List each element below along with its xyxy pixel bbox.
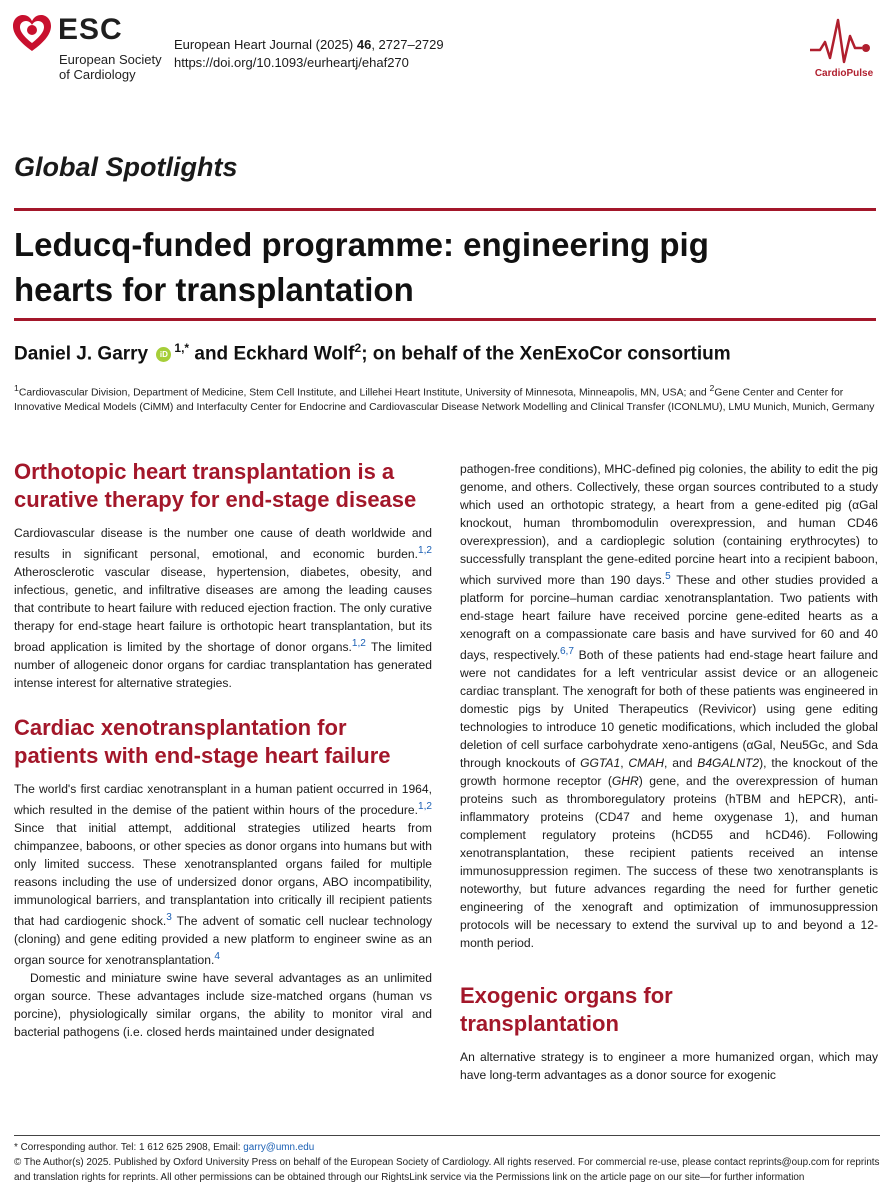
p2-text-c: The advent of somatic cell nuclear technology (cloning) and gene editing provided a new platform to engineer swine as an organ source for xenotransplantation. <box>14 914 433 968</box>
affiliations <box>14 381 876 415</box>
r1-text-d: ), the knockout of the growth hormone receptor ( <box>460 756 878 789</box>
p1-text-c: The limited number of allogeneic donor organs for cardiac transplantation has generated intense interest for alternative strategies. <box>14 640 432 691</box>
spacer <box>460 952 878 982</box>
corresponding-text: * Corresponding author. Tel: 1 612 625 2908, Email: <box>14 1142 244 1153</box>
r1-text-c: Both of these patients had end-stage heart failure and were not candidates for a left ventricular assist device or an allogeneic cardiac transplant. The xenograft for both of these patients was engineered in domestic pigs by United Therapeutics (Revivicor) using gene editing technologies to introduce 10 genetic modifications, which included the global deletion of cell surface carbohydrate xeno-antigens (αGal, Neu5Gc, and Sda through knockouts of <box>460 648 878 771</box>
author-garry[interactable]: Daniel J. Garry <box>14 343 149 365</box>
heading-exogenic: Exogenic organs for transplantation <box>460 983 673 1037</box>
gene-name: CMAH <box>628 756 665 771</box>
journal-citation <box>174 36 444 72</box>
author-line <box>14 341 884 365</box>
affil-text-1: Cardiovascular Division, Department of Medicine, Stem Cell Institute, and Lillehei Heart Institute, University of Minnesota, Minneapolis, MN, USA; and <box>18 387 710 399</box>
esc-full-name <box>59 52 162 82</box>
section-rubric: Global Spotlights <box>14 152 238 182</box>
affil-sup-2: 2 <box>709 383 715 393</box>
left-column <box>14 458 432 1041</box>
ref-link[interactable]: 1,2 <box>417 545 432 556</box>
paragraph-5: An alternative strategy is to engineer a more humanized organ, which may have long-term advantages as a donor source for exogenic <box>460 1050 878 1083</box>
esc-name-line2: of Cardiology <box>59 67 136 82</box>
journal-header <box>0 0 888 100</box>
ref-link[interactable]: 3 <box>166 912 172 924</box>
p2-text-b: Since that initial attempt, additional strategies utilized hearts from chimpanzee, baboons, or other species as donor organs into humans but with only limited success. These xenotransplanted organs failed for multiple reasons including the use of undersized donor organs, ABO incompatibility, immunological barriers, and transplantation into critically ill recipient patients that had cardiogenic shock. <box>14 821 432 929</box>
orcid-icon[interactable]: iD <box>156 347 171 362</box>
paragraph-3: Domestic and miniature swine have several advantages as an unlimited organ source. These advantages include size-matched organs (human vs porcine), physiologically similar organs, the ability to monitor viral and bacterial pathogens (i.e. closed herds maintained under designated <box>14 971 432 1040</box>
top-rule <box>14 208 876 211</box>
paragraph-2 <box>14 780 432 969</box>
corresponding-mark: * <box>184 341 190 355</box>
spacer <box>14 692 432 714</box>
gene-name: GHR <box>611 774 639 789</box>
ref-link[interactable]: 6,7 <box>559 646 574 658</box>
p1-text-b: Atherosclerotic vascular disease, hypertension, diabetes, obesity, and infectious, genetic, and infiltrative diseases are among the leading causes that contribute to heart failure with reduced ejection fraction. The only curative therapy for end-stage heart failure is orthotopic heart transplantation, but its broad application is limited by the shortage of donor organs. <box>14 565 432 655</box>
separator: , <box>620 756 629 771</box>
esc-heart-logo-icon <box>12 14 52 54</box>
right-column <box>460 460 878 1084</box>
paragraph-4 <box>460 460 878 952</box>
email-link[interactable]: garry@umn.edu <box>243 1142 315 1153</box>
article-title <box>14 222 874 312</box>
esc-wordmark: ESC <box>58 13 123 46</box>
cardiopulse-logo-icon <box>808 12 878 68</box>
corresponding-author-note <box>14 1140 880 1155</box>
p1-text-a: Cardiovascular disease is the number one cause of death worldwide and results in significant personal, emotional, and economic burden. <box>14 526 432 562</box>
title-line-1: Leducq-funded programme: engineering pig <box>14 226 709 263</box>
title-line-2: hearts for transplantation <box>14 271 414 308</box>
cardiopulse-wordmark: CardioPulse <box>814 68 874 79</box>
doi-link[interactable]: https://doi.org/10.1093/eurheartj/ehaf270 <box>174 55 409 70</box>
author1-affil-sup: 1, <box>174 341 185 355</box>
author-wolf[interactable]: Eckhard Wolf <box>233 343 355 365</box>
ref-link[interactable]: 1,2 <box>351 638 366 650</box>
heading-xenotransplantation: Cardiac xenotransplantation for patients with end-stage heart failure <box>14 715 391 769</box>
affil-sup-1: 1 <box>14 383 19 393</box>
p2-text-a: The world's first cardiac xenotransplant in a human patient occurred in 1964, which resulted in the demise of the patient within hours of the procedure. <box>14 782 432 818</box>
title-rule <box>14 318 876 321</box>
heading-orthotopic: Orthotopic heart transplantation is a curative therapy for end-stage disease <box>14 459 417 512</box>
journal-volume: 46 <box>356 37 372 52</box>
separator: , and <box>664 756 698 771</box>
gene-name: GGTA1 <box>580 756 621 771</box>
gene-name: B4GALNT2 <box>697 756 760 771</box>
r1-text-a: pathogen-free conditions), MHC-defined pig colonies, the ability to edit the pig genome, and others. Collectively, these organ sources contributed to a study which used an orthotopic strategy, a heart from a gene-edited pig (αGal knockout, human thrombomodulin overexpression, and human CD46 overexpression), and a cardioplegic solution (containing erythrocytes) to successfully transplant the gene-edited porcine heart into a recipient baboon, which survived more than 190 days. <box>460 462 878 588</box>
r1-text-b: These and other studies provided a platform for porcine–human cardiac xenotransplantation. Two patients with end-stage heart failure have received porcine gene-edited hearts as a xenograft on a compassionate care basis and have survived for 60 and 40 days, respectively. <box>460 573 878 663</box>
author2-affil-sup: 2 <box>354 341 362 355</box>
journal-name: European Heart Journal (2025) <box>174 37 354 52</box>
esc-name-line1: European Society <box>59 52 162 67</box>
affil-text-2: Gene Center and Center for Innovative Medical Models (CiMM) and Interfaculty Center for Endocrine and Cardiovascular Disease Network Modelling and Clinical Transfer (ICONLMU), LMU Munich, Munich, Germany <box>14 387 875 414</box>
ref-link[interactable]: 5 <box>665 571 671 582</box>
citation-line <box>174 36 444 54</box>
footnote-rule <box>14 1135 880 1136</box>
ref-link[interactable]: 4 <box>214 951 220 963</box>
paragraph-1 <box>14 524 432 692</box>
ref-link[interactable]: 1,2 <box>417 801 432 813</box>
copyright-note: © The Author(s) 2025. Published by Oxford University Press on behalf of the European Society of Cardiology. All rights reserved. For commercial re-use, please contact reprints@oup.com for reprints and translation rights for reprints. All other permissions can be obtained through our RightsLink service via the Permissions link on the article page on our site—for further information <box>14 1157 880 1183</box>
consortium-text: ; on behalf of the XenExoCor consortium <box>361 343 731 365</box>
author-connector: and <box>189 343 234 365</box>
journal-pages: , 2727–2729 <box>371 37 444 52</box>
r1-text-e: ) gene, and the overexpression of human proteins such as thromboregulatory proteins (hTBM and hEPCR), anti-inflammatory proteins (CD47 and heme oxygenase 1), and human complement regulatory proteins (hCD55 and hCD46). Following xenotransplantation, these recipient patients received an intense immunosuppression regimen. The success of these two xenotransplants is noteworthy, but future advances regarding the need for further genetic engineering of the xenograft and optimization of immunosuppression protocols will be necessary to extend the survival up to and beyond a 12-month period. <box>460 774 878 951</box>
footnotes <box>14 1140 880 1185</box>
